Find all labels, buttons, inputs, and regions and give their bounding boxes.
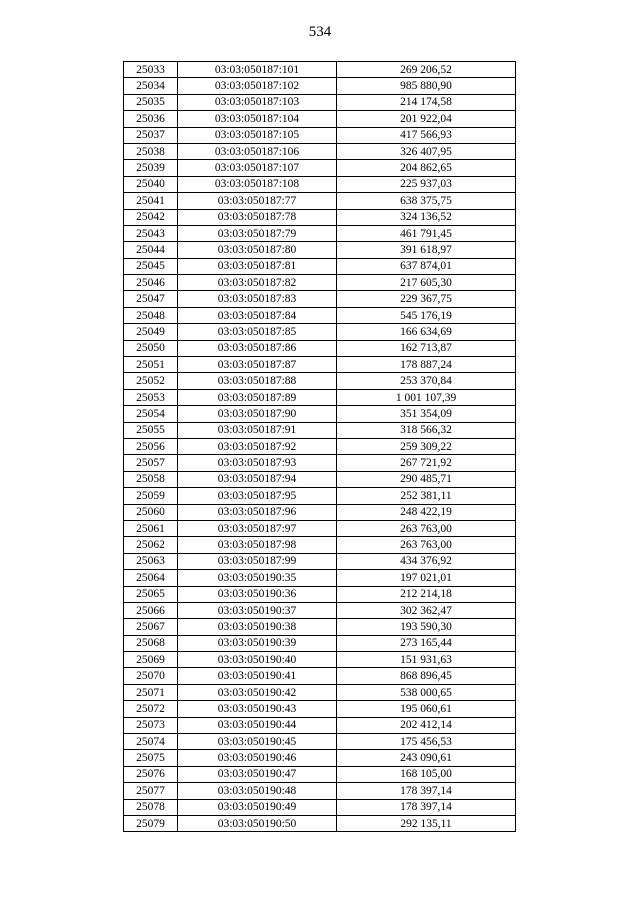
value-cell: 204 862,65 <box>337 160 516 176</box>
cadastral-number-cell: 03:03:050190:38 <box>178 619 337 635</box>
table-row <box>124 94 516 110</box>
row-number-cell: 25079 <box>124 815 178 831</box>
cadastral-number-cell: 03:03:050187:90 <box>178 406 337 422</box>
cadastral-number-cell: 03:03:050187:104 <box>178 111 337 127</box>
cadastral-number-cell: 03:03:050187:94 <box>178 471 337 487</box>
cadastral-number-cell: 03:03:050190:42 <box>178 684 337 700</box>
cadastral-number-cell: 03:03:050187:89 <box>178 389 337 405</box>
cadastral-number-cell: 03:03:050187:87 <box>178 357 337 373</box>
table-row <box>124 438 516 454</box>
value-cell: 638 375,75 <box>337 193 516 209</box>
cadastral-number-cell: 03:03:050187:78 <box>178 209 337 225</box>
cadastral-number-cell: 03:03:050187:103 <box>178 94 337 110</box>
value-cell: 351 354,09 <box>337 406 516 422</box>
table-row <box>124 225 516 241</box>
row-number-cell: 25033 <box>124 62 178 78</box>
row-number-cell: 25070 <box>124 668 178 684</box>
value-cell: 273 165,44 <box>337 635 516 651</box>
table-row <box>124 570 516 586</box>
row-number-cell: 25057 <box>124 455 178 471</box>
value-cell: 225 937,03 <box>337 176 516 192</box>
table-row <box>124 307 516 323</box>
cadastral-number-cell: 03:03:050187:77 <box>178 193 337 209</box>
row-number-cell: 25062 <box>124 537 178 553</box>
value-cell: 243 090,61 <box>337 750 516 766</box>
value-cell: 178 887,24 <box>337 357 516 373</box>
cadastral-number-cell: 03:03:050187:105 <box>178 127 337 143</box>
value-cell: 461 791,45 <box>337 225 516 241</box>
cadastral-number-cell: 03:03:050187:85 <box>178 324 337 340</box>
cadastral-number-cell: 03:03:050190:43 <box>178 701 337 717</box>
row-number-cell: 25044 <box>124 242 178 258</box>
cadastral-number-cell: 03:03:050190:44 <box>178 717 337 733</box>
value-cell: 175 456,53 <box>337 734 516 750</box>
cadastral-number-cell: 03:03:050190:50 <box>178 815 337 831</box>
table-row <box>124 389 516 405</box>
row-number-cell: 25066 <box>124 602 178 618</box>
table-row <box>124 766 516 782</box>
cadastral-number-cell: 03:03:050190:48 <box>178 783 337 799</box>
row-number-cell: 25035 <box>124 94 178 110</box>
value-cell: 193 590,30 <box>337 619 516 635</box>
row-number-cell: 25059 <box>124 488 178 504</box>
table-row <box>124 373 516 389</box>
value-cell: 637 874,01 <box>337 258 516 274</box>
table-row <box>124 242 516 258</box>
value-cell: 229 367,75 <box>337 291 516 307</box>
table-row <box>124 602 516 618</box>
table-row <box>124 520 516 536</box>
table-row <box>124 750 516 766</box>
cadastral-number-cell: 03:03:050187:98 <box>178 537 337 553</box>
value-cell: 545 176,19 <box>337 307 516 323</box>
table-row <box>124 635 516 651</box>
value-cell: 292 135,11 <box>337 815 516 831</box>
cadastral-number-cell: 03:03:050190:41 <box>178 668 337 684</box>
table-row <box>124 717 516 733</box>
row-number-cell: 25042 <box>124 209 178 225</box>
row-number-cell: 25050 <box>124 340 178 356</box>
row-number-cell: 25043 <box>124 225 178 241</box>
value-cell: 538 000,65 <box>337 684 516 700</box>
value-cell: 269 206,52 <box>337 62 516 78</box>
value-cell: 202 412,14 <box>337 717 516 733</box>
row-number-cell: 25060 <box>124 504 178 520</box>
cadastral-number-cell: 03:03:050187:86 <box>178 340 337 356</box>
value-cell: 263 763,00 <box>337 520 516 536</box>
table-row <box>124 684 516 700</box>
row-number-cell: 25051 <box>124 357 178 373</box>
value-cell: 318 566,32 <box>337 422 516 438</box>
row-number-cell: 25047 <box>124 291 178 307</box>
row-number-cell: 25041 <box>124 193 178 209</box>
table-row <box>124 62 516 78</box>
row-number-cell: 25076 <box>124 766 178 782</box>
row-number-cell: 25061 <box>124 520 178 536</box>
cadastral-number-cell: 03:03:050187:99 <box>178 553 337 569</box>
value-cell: 1 001 107,39 <box>337 389 516 405</box>
table-row <box>124 701 516 717</box>
cadastral-number-cell: 03:03:050190:49 <box>178 799 337 815</box>
table-row <box>124 160 516 176</box>
cadastral-number-cell: 03:03:050187:79 <box>178 225 337 241</box>
table-row <box>124 258 516 274</box>
cadastral-number-cell: 03:03:050190:45 <box>178 734 337 750</box>
cadastral-number-cell: 03:03:050187:101 <box>178 62 337 78</box>
table-row <box>124 193 516 209</box>
cadastral-number-cell: 03:03:050190:36 <box>178 586 337 602</box>
value-cell: 162 713,87 <box>337 340 516 356</box>
table-row <box>124 176 516 192</box>
table-row <box>124 471 516 487</box>
cadastral-number-cell: 03:03:050187:106 <box>178 143 337 159</box>
value-cell: 212 214,18 <box>337 586 516 602</box>
table-row <box>124 815 516 831</box>
table-row <box>124 291 516 307</box>
table-row <box>124 553 516 569</box>
row-number-cell: 25067 <box>124 619 178 635</box>
row-number-cell: 25036 <box>124 111 178 127</box>
row-number-cell: 25069 <box>124 652 178 668</box>
table-row <box>124 734 516 750</box>
value-cell: 252 381,11 <box>337 488 516 504</box>
value-cell: 324 136,52 <box>337 209 516 225</box>
cadastral-number-cell: 03:03:050187:84 <box>178 307 337 323</box>
table-row <box>124 406 516 422</box>
table-row <box>124 324 516 340</box>
row-number-cell: 25075 <box>124 750 178 766</box>
cadastral-number-cell: 03:03:050190:35 <box>178 570 337 586</box>
table-row <box>124 111 516 127</box>
row-number-cell: 25065 <box>124 586 178 602</box>
cadastral-number-cell: 03:03:050190:47 <box>178 766 337 782</box>
value-cell: 434 376,92 <box>337 553 516 569</box>
row-number-cell: 25077 <box>124 783 178 799</box>
table-body <box>124 62 516 832</box>
cadastral-number-cell: 03:03:050187:95 <box>178 488 337 504</box>
table-row <box>124 668 516 684</box>
data-table <box>123 61 516 832</box>
table-row <box>124 357 516 373</box>
row-number-cell: 25058 <box>124 471 178 487</box>
cadastral-number-cell: 03:03:050187:107 <box>178 160 337 176</box>
cadastral-number-cell: 03:03:050187:83 <box>178 291 337 307</box>
table-row <box>124 127 516 143</box>
cadastral-number-cell: 03:03:050190:39 <box>178 635 337 651</box>
row-number-cell: 25034 <box>124 78 178 94</box>
row-number-cell: 25068 <box>124 635 178 651</box>
cadastral-number-cell: 03:03:050187:93 <box>178 455 337 471</box>
row-number-cell: 25071 <box>124 684 178 700</box>
value-cell: 253 370,84 <box>337 373 516 389</box>
row-number-cell: 25078 <box>124 799 178 815</box>
page-number: 534 <box>308 24 332 40</box>
table-row <box>124 586 516 602</box>
row-number-cell: 25038 <box>124 143 178 159</box>
cadastral-number-cell: 03:03:050190:37 <box>178 602 337 618</box>
cadastral-number-cell: 03:03:050190:40 <box>178 652 337 668</box>
value-cell: 166 634,69 <box>337 324 516 340</box>
cadastral-number-cell: 03:03:050190:46 <box>178 750 337 766</box>
value-cell: 178 397,14 <box>337 783 516 799</box>
value-cell: 178 397,14 <box>337 799 516 815</box>
row-number-cell: 25040 <box>124 176 178 192</box>
cadastral-number-cell: 03:03:050187:97 <box>178 520 337 536</box>
value-cell: 201 922,04 <box>337 111 516 127</box>
cadastral-number-cell: 03:03:050187:108 <box>178 176 337 192</box>
table-row <box>124 504 516 520</box>
table-row <box>124 209 516 225</box>
value-cell: 267 721,92 <box>337 455 516 471</box>
value-cell: 259 309,22 <box>337 438 516 454</box>
value-cell: 868 896,45 <box>337 668 516 684</box>
value-cell: 263 763,00 <box>337 537 516 553</box>
table-row <box>124 783 516 799</box>
value-cell: 195 060,61 <box>337 701 516 717</box>
value-cell: 326 407,95 <box>337 143 516 159</box>
table-row <box>124 799 516 815</box>
cadastral-number-cell: 03:03:050187:92 <box>178 438 337 454</box>
value-cell: 197 021,01 <box>337 570 516 586</box>
cadastral-number-cell: 03:03:050187:102 <box>178 78 337 94</box>
value-cell: 168 105,00 <box>337 766 516 782</box>
table-row <box>124 275 516 291</box>
cadastral-number-cell: 03:03:050187:80 <box>178 242 337 258</box>
row-number-cell: 25064 <box>124 570 178 586</box>
row-number-cell: 25048 <box>124 307 178 323</box>
row-number-cell: 25073 <box>124 717 178 733</box>
cadastral-number-cell: 03:03:050187:81 <box>178 258 337 274</box>
row-number-cell: 25049 <box>124 324 178 340</box>
row-number-cell: 25045 <box>124 258 178 274</box>
row-number-cell: 25055 <box>124 422 178 438</box>
cadastral-number-cell: 03:03:050187:91 <box>178 422 337 438</box>
value-cell: 214 174,58 <box>337 94 516 110</box>
value-cell: 985 880,90 <box>337 78 516 94</box>
row-number-cell: 25039 <box>124 160 178 176</box>
value-cell: 290 485,71 <box>337 471 516 487</box>
value-cell: 248 422,19 <box>337 504 516 520</box>
value-cell: 391 618,97 <box>337 242 516 258</box>
row-number-cell: 25037 <box>124 127 178 143</box>
table-row <box>124 619 516 635</box>
table-row <box>124 455 516 471</box>
cadastral-number-cell: 03:03:050187:88 <box>178 373 337 389</box>
value-cell: 302 362,47 <box>337 602 516 618</box>
row-number-cell: 25074 <box>124 734 178 750</box>
row-number-cell: 25072 <box>124 701 178 717</box>
table-row <box>124 537 516 553</box>
value-cell: 151 931,63 <box>337 652 516 668</box>
table-row <box>124 340 516 356</box>
table-row <box>124 422 516 438</box>
row-number-cell: 25053 <box>124 389 178 405</box>
row-number-cell: 25063 <box>124 553 178 569</box>
table-row <box>124 488 516 504</box>
value-cell: 217 605,30 <box>337 275 516 291</box>
cadastral-number-cell: 03:03:050187:82 <box>178 275 337 291</box>
table-row <box>124 78 516 94</box>
row-number-cell: 25052 <box>124 373 178 389</box>
row-number-cell: 25056 <box>124 438 178 454</box>
table-row <box>124 652 516 668</box>
table-row <box>124 143 516 159</box>
value-cell: 417 566,93 <box>337 127 516 143</box>
row-number-cell: 25054 <box>124 406 178 422</box>
cadastral-number-cell: 03:03:050187:96 <box>178 504 337 520</box>
row-number-cell: 25046 <box>124 275 178 291</box>
